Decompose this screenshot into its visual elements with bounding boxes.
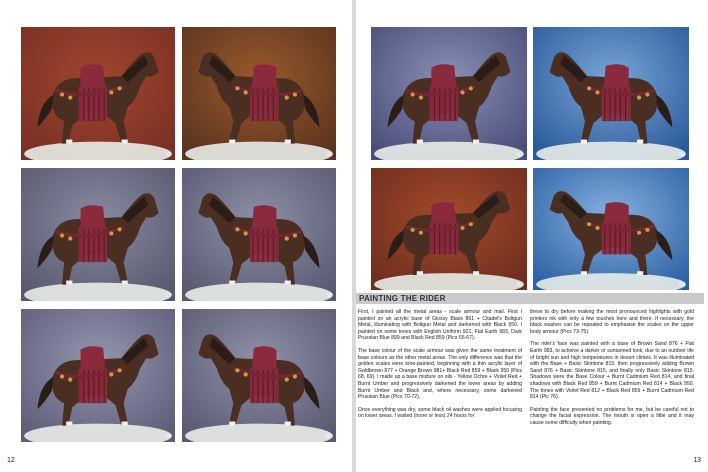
section-title: PAINTING THE RIDER	[359, 294, 446, 303]
horse-figure-illustration	[21, 27, 175, 160]
text-column-1	[358, 309, 522, 426]
right-page	[356, 0, 708, 472]
horse-figure-illustration	[371, 27, 527, 160]
left-page	[0, 0, 352, 472]
horse-figure-illustration	[371, 168, 527, 290]
photo-59	[21, 309, 175, 442]
photo-number-label: 61	[517, 152, 523, 158]
photo-number-label: 58	[326, 293, 332, 299]
paragraph: First, I painted all the metal areas - scale armour and mail. First I painted on an acrylic base of Glossy Black 861 + Citadel's Boltgun Metal, illuminating with Boltgun Metal and darkened with Black 950. I painted on some tones with English Uniform 921, Flat Earth 983, Dark Prussian Blue 899 and Black Red 859 (Pics 65-67).	[358, 309, 522, 342]
photo-number-label: 59	[165, 434, 171, 440]
photo-55	[21, 27, 175, 160]
page-number-left: 12	[7, 457, 15, 464]
paragraph: Once everything was dry, some black oil washes were applied focusing on lower areas. I waited (more or less) 24 hours for	[358, 406, 522, 420]
photo-number-label: 55	[165, 152, 171, 158]
photo-57	[21, 168, 175, 301]
photo-60	[182, 309, 336, 442]
photo-61	[371, 27, 527, 160]
photo-63	[371, 168, 527, 290]
paragraph: these to dry before making the most pronounced highlights with gold printers ink with only a few touches here and there. If necessary, the black washes can be repeated to emphasise the scales on the upper body armour (Pics 73-75).	[530, 309, 694, 335]
photo-56	[182, 27, 336, 160]
horse-figure-illustration	[182, 27, 336, 160]
photo-64	[533, 168, 689, 290]
paragraph: The base colour of the scale armour was given the same treatment of base colours as the other metal areas. The only difference was that the golden scales were tone-painted, beginning with a thin acrylic layer of Goldbrown 877 + Orange Brown 981+ Black Red 859 + Black 950 (Pics 68, 69). I made up a base mixture on oils - Yellow Ochre + Violet Red + Burnt Umber and progressively darkened the lower areas by adding Burnt Umber and Black and, where necessary, some darkened Prussian Blue (Pics 70-72).	[358, 347, 522, 401]
horse-figure-illustration	[182, 168, 336, 301]
text-column-2	[530, 309, 694, 433]
photo-number-label: 57	[165, 293, 171, 299]
photo-58	[182, 168, 336, 301]
horse-figure-illustration	[182, 309, 336, 442]
paragraph: Painting the face presented no problems for me, but be careful not to change the facial expression. The mouth is open a little and it may cause some difficulty when painting.	[530, 406, 694, 426]
horse-figure-illustration	[21, 309, 175, 442]
photo-62	[533, 27, 689, 160]
paragraph: The rider's face was painted with a base of Brown Sand 876 + Flat Earth 983, to achieve a darker or suntanned look, due to an outdoor life of bright sun and high temperatures in desert climes. It was illuminated with the Base + Basic Skintone 815, then progressively adding Brown Sand 876 + Basic Skintone 815, and finally only Basic Skintone 815. Shadows were the Base Colour + Burnt Cadmium Red 814, and final shadows with Black Red 859 + Burnt Cadmium Red 814 + Black 950. The tones with Violet Red 812 + Black Red 859 + Burnt Cadmium Red 814 (Pic 76).	[530, 341, 694, 401]
page-number-right: 13	[693, 457, 701, 464]
photo-number-label: 63	[517, 282, 523, 288]
photo-number-label: 56	[326, 152, 332, 158]
photo-number-label: 60	[326, 434, 332, 440]
horse-figure-illustration	[533, 27, 689, 160]
horse-figure-illustration	[21, 168, 175, 301]
section-header	[356, 293, 704, 304]
photo-number-label: 62	[679, 152, 685, 158]
horse-figure-illustration	[533, 168, 689, 290]
photo-number-label: 64	[679, 282, 685, 288]
